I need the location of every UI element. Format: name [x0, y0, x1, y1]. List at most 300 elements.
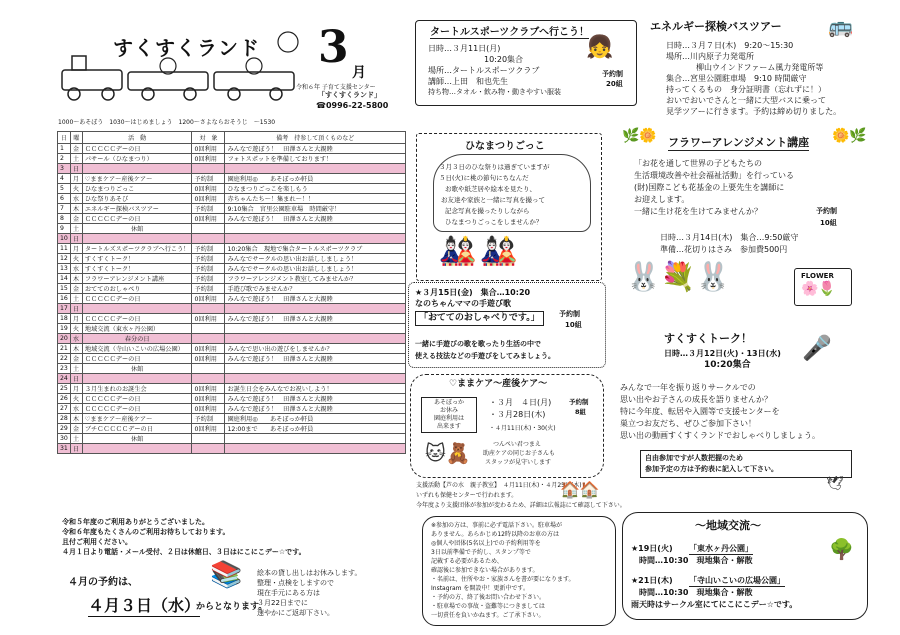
weekday-cell: 土	[70, 434, 82, 444]
talk-notice-2: 参加予定の方は予約表に記入して下さい。	[645, 465, 778, 473]
target-cell: 0回利用	[192, 384, 225, 394]
notes-line: Instagram を開設中！更新中です。	[431, 585, 529, 592]
talk-section	[616, 330, 876, 500]
day-cell: 2	[58, 154, 71, 164]
energy-line-2: 場所…川内原子力発電所	[666, 52, 754, 61]
mama-date-3: ・４月11日(木)・30(火)	[489, 425, 556, 432]
activity-cell	[82, 304, 192, 314]
table-row	[58, 224, 406, 234]
table-row	[58, 144, 406, 154]
target-cell	[192, 304, 225, 314]
turtle-line-5: 持ち物…タオル・飲み物・動きやすい服装	[428, 88, 561, 96]
activity-cell: 休館	[82, 364, 192, 374]
mama-closed-note	[421, 397, 477, 433]
support-line-3: 今年度より支援団体が参加が変わるため、詳細は広報誌にて確認して下さい。	[416, 502, 626, 509]
target-cell	[192, 374, 225, 384]
table-row	[58, 414, 406, 424]
chiiki-e2-note: 雨天時はサークル室にてにこにこデー☆です。	[631, 600, 798, 609]
table-row	[58, 424, 406, 434]
target-cell: 0回利用	[192, 184, 225, 194]
book-note-line-3: 現在手元にある方は	[257, 589, 320, 597]
center-name: 「すくすくランド」	[318, 91, 381, 99]
weekday-cell: 土	[70, 294, 82, 304]
note-cell: みんなでサークルの思い出お話ししましょう！	[225, 254, 406, 264]
chiiki-e2-date: ★21日(木)	[631, 576, 673, 585]
day-cell: 30	[58, 434, 71, 444]
activity-cell: ＣＣＣＣＣデーの日	[82, 214, 192, 224]
table-row	[58, 214, 406, 224]
energy-line-5: 持ってくるもの 身分証明書（忘れずに！）	[666, 85, 826, 94]
table-row	[58, 364, 406, 374]
target-cell	[192, 364, 225, 374]
note-cell: みんなで遊ぼう！ 田澤さんと大親睦	[225, 354, 406, 364]
talk-line-2: 思い出やお子さんの成長を語りませんか？	[620, 395, 772, 404]
flower-border-right-icon: 🌼🌿	[832, 128, 867, 144]
activity-cell	[82, 234, 192, 244]
target-cell: 0回利用	[192, 354, 225, 364]
note-cell: 12:00まで あそぼっか軒員	[225, 424, 406, 434]
hina-dolls-icon: 🎎🎎	[439, 234, 522, 269]
notes-line: 3日以前準備で予約し、スタンプ等で	[431, 549, 531, 556]
chiiki-e1-place: 「東水ヶ丹公園」	[689, 544, 753, 553]
target-cell	[192, 444, 225, 454]
houses-icon: 🏠🏠	[560, 480, 600, 499]
hina-line-4: お友達や家族と一緒に写真を撮って	[441, 196, 545, 204]
day-cell: 17	[58, 304, 71, 314]
weekday-cell: 月	[70, 174, 82, 184]
weekday-cell: 土	[70, 154, 82, 164]
next-reserve-label: ４月の予約は、	[68, 577, 138, 588]
talk-date: 日時…３月12日(火)・13日(水)	[664, 349, 781, 358]
day-cell: 21	[58, 344, 71, 354]
note-cell: 手遊び歌でみませんか？	[225, 284, 406, 294]
hina-line-5: 記念写真を撮ったりしながら	[445, 207, 530, 215]
flower-date: 日時…３月14日(木) 集合…9:50厳守	[660, 233, 799, 242]
target-cell	[192, 324, 225, 334]
day-cell: 1	[58, 144, 71, 154]
weekday-cell: 金	[70, 284, 82, 294]
activity-cell: ♡ままケア～産後ケア～	[82, 174, 192, 184]
header-subtitle: 令和６年 子育て支援センター	[296, 84, 376, 91]
table-row	[58, 384, 406, 394]
talk-notice-box	[640, 450, 852, 478]
energy-tour-section	[650, 14, 870, 122]
talk-notice-1: 自由参加ですが人数把握のため	[645, 454, 743, 462]
flower-badge-count: 10組	[820, 219, 837, 227]
oteteno-line-2: 使える技法などの手遊びをしてみましょう。	[415, 352, 555, 360]
logo-title: すくすくランド	[113, 36, 260, 60]
day-cell: 29	[58, 424, 71, 434]
day-cell: 27	[58, 404, 71, 414]
notes-line: ・駐車場での事故・盗難等につきましては	[431, 603, 545, 610]
book-note-line-4: ３月22日までに	[257, 599, 308, 607]
talk-line-5: 思い出の動画すくすくランドでおしゃべりしましょう。	[620, 431, 820, 440]
day-cell: 15	[58, 284, 71, 294]
phone-number: ☎0996-22-5800	[316, 101, 389, 110]
day-cell: 26	[58, 394, 71, 404]
mama-foot-3: スタッフが見守いします	[485, 459, 552, 466]
train-illustration-icon	[58, 22, 308, 106]
mama-date-2: ・３月28日(木)	[489, 410, 546, 419]
activity-cell: 休館	[82, 434, 192, 444]
next-reserve-suffix: からとなります。	[196, 602, 268, 612]
mama-title: ♡ままケア～産後ケア～	[449, 379, 548, 389]
flower-prep: 準備…花切りはさみ 参加費500円	[660, 245, 788, 254]
col-weekday: 曜	[70, 132, 82, 144]
activity-cell: ＣＣＣＣＣデーの日	[82, 404, 192, 414]
target-cell: 0回利用	[192, 144, 225, 154]
note-cell: 9:10集合 宮里公園駐車場 時間厳守！	[225, 204, 406, 214]
table-row	[58, 394, 406, 404]
activity-cell: 春分の日	[82, 334, 192, 344]
weekday-cell: 水	[70, 404, 82, 414]
activity-cell: ＣＣＣＣＣデーの日	[82, 314, 192, 324]
activity-cell: ♡ままケア～産後ケア～	[82, 414, 192, 424]
table-row	[58, 354, 406, 364]
target-cell: 0回利用	[192, 194, 225, 204]
weekday-cell: 水	[70, 194, 82, 204]
target-cell: 予約制	[192, 284, 225, 294]
table-row	[58, 184, 406, 194]
mama-badge-count: 8組	[575, 408, 587, 416]
weekday-cell: 月	[70, 244, 82, 254]
activity-cell: エネルギー探検バスツアー	[82, 204, 192, 214]
weekday-cell: 水	[70, 264, 82, 274]
note-cell	[225, 364, 406, 374]
support-line-1: 支援活動【芦の水 親子教室】 ４月11日(木)・４月25日(木)	[416, 482, 582, 489]
mama-badge: 予約制	[569, 398, 589, 406]
oteteno-title: 「おててのおしゃべりです。」	[415, 311, 544, 326]
flower-line-2: 生活環境改善や社会福祉活動」を行っている	[634, 171, 794, 180]
notes-box	[422, 516, 616, 626]
notes-line: ※参加の方は、事前に必ず電話下さい。駐車場が	[431, 522, 563, 529]
target-cell	[192, 224, 225, 234]
note-cell: フラワーアレンジメント教室してみませんか？	[225, 274, 406, 284]
weekday-cell: 金	[70, 214, 82, 224]
mama-left-2: お休み	[439, 407, 458, 414]
oteteno-lead: なのちゃんママの手遊び歌	[415, 299, 511, 308]
weekday-cell: 火	[70, 394, 82, 404]
note-cell: みんなで遊ぼう！ 田澤さんと大親睦	[225, 294, 406, 304]
note-cell: ひなまつりごっこを楽しもう	[225, 184, 406, 194]
day-cell: 13	[58, 264, 71, 274]
day-cell: 11	[58, 244, 71, 254]
talk-line-1: みんなで一年を振り返りサークルでの	[620, 383, 756, 392]
hina-line-2: ５日(火)に桃の節句にちなんだ	[439, 174, 529, 182]
oteteno-date: ★３月15日(金) 集合…10:20	[415, 288, 531, 297]
weekday-cell: 土	[70, 224, 82, 234]
activity-cell: ＣＣＣＣＣデーの日	[82, 144, 192, 154]
target-cell	[192, 334, 225, 344]
weekday-cell: 木	[70, 274, 82, 284]
weekday-cell: 金	[70, 354, 82, 364]
target-cell	[192, 164, 225, 174]
flower-section	[622, 128, 874, 322]
target-cell: 0回利用	[192, 294, 225, 304]
table-row	[58, 444, 406, 454]
activity-cell: 休館	[82, 224, 192, 234]
activity-cell: 地域交流（東水ヶ丹公園）	[82, 324, 192, 334]
day-cell: 6	[58, 194, 71, 204]
table-row	[58, 154, 406, 164]
day-cell: 16	[58, 294, 71, 304]
notes-line: 確認後に参加できない場合があります。	[431, 567, 539, 574]
day-cell: 18	[58, 314, 71, 324]
turtle-line-3: 場所…タートルスポーツクラブ	[428, 66, 540, 75]
note-cell: みんなで思い出の遊びをしませんか？	[225, 344, 406, 354]
note-cell	[225, 444, 406, 454]
target-cell: 0回利用	[192, 314, 225, 324]
activity-cell: すくすくトーク！	[82, 264, 192, 274]
target-cell: 0回利用	[192, 394, 225, 404]
energy-line-7: 見学ツアーに行きます。予約は締め切りました。	[666, 107, 842, 116]
mama-left-4: 出来ます	[436, 423, 461, 430]
oteteno-line-1: 一緒に手遊びの歌を歌ったり生活の中で	[415, 340, 541, 348]
turtle-title: タートルスポーツクラブへ行こう！	[430, 23, 589, 39]
energy-line-6: おいでおいでさんと一緒に大型バスに乗って	[666, 96, 826, 105]
turtle-line-1: 日時…３月11日(月)	[428, 44, 501, 53]
activity-cell	[82, 374, 192, 384]
note-cell: みんなで遊ぼう！ 田澤さんと大親睦	[225, 404, 406, 414]
day-cell: 8	[58, 214, 71, 224]
notes-line: ありません。あらかじめ12時以降のお車の方は	[431, 531, 559, 538]
book-note-line-1: 絵本の貸し出しはお休みします。	[257, 569, 362, 577]
weekday-cell: 土	[70, 364, 82, 374]
mama-care-box	[410, 374, 604, 478]
weekday-cell: 日	[70, 304, 82, 314]
mama-left-1: あそぼっか	[433, 399, 464, 406]
schedule-table	[57, 131, 406, 454]
energy-line-4: 集合…宮里公園駐車場 9:10 時間厳守	[666, 74, 807, 83]
target-cell	[192, 434, 225, 444]
month-number: 3	[318, 22, 349, 73]
energy-line-3: 柳山ウインドファーム風力発電所等	[696, 63, 824, 72]
day-cell: 12	[58, 254, 71, 264]
talk-line-3: 特に今年度、転居や入園等で支援センターを	[620, 407, 780, 416]
weekday-cell: 日	[70, 374, 82, 384]
weekday-cell: 木	[70, 204, 82, 214]
table-row	[58, 194, 406, 204]
target-cell: 予約制	[192, 414, 225, 424]
flower-line-5: 一緒に生け花を生けてみませんか？	[634, 207, 762, 216]
table-row	[58, 174, 406, 184]
note-cell	[225, 234, 406, 244]
support-line-2: いずれも保健センターで行われます。	[416, 492, 518, 499]
thanks-line-3: 且付ご利用ください。	[62, 538, 132, 546]
table-row	[58, 314, 406, 324]
activity-cell: ブチＣＣＣＣＣデーの日	[82, 424, 192, 434]
day-cell: 19	[58, 324, 71, 334]
talk-time: 10:20集合	[704, 360, 751, 370]
oteteno-box	[408, 282, 606, 368]
note-cell	[225, 324, 406, 334]
chiiki-e1-time: 時間…10:30 現地集合・解散	[639, 556, 753, 565]
activity-cell: おててのおしゃべり	[82, 284, 192, 294]
note-cell: みんなで遊ぼう！ 田澤さんと大親睦	[225, 214, 406, 224]
day-cell: 10	[58, 234, 71, 244]
activity-cell: ひな祭りあそび	[82, 194, 192, 204]
col-activity: 活 動	[82, 132, 192, 144]
flower-line-3: (財)国際こども花基金の上要先生を講師に	[634, 183, 785, 192]
note-cell	[225, 304, 406, 314]
table-row	[58, 264, 406, 274]
target-cell: 予約制	[192, 174, 225, 184]
table-row	[58, 284, 406, 294]
day-cell: 22	[58, 354, 71, 364]
activity-cell: ＣＣＣＣＣデーの日	[82, 294, 192, 304]
table-row	[58, 404, 406, 414]
weekday-cell: 月	[70, 384, 82, 394]
table-row	[58, 164, 406, 174]
oteteno-badge-count: 10組	[565, 321, 582, 329]
table-row	[58, 324, 406, 334]
bird-icon: 🕊	[826, 476, 844, 492]
note-cell	[225, 164, 406, 174]
chiiki-e2-place: 「寺山いこいの広場公園」	[689, 576, 785, 585]
flower-title: フラワーアレンジメント講座	[668, 136, 810, 149]
mama-foot-1: つんぺい君つまえ	[493, 441, 541, 448]
chiiki-e2-time: 時間…10:30 現地集合・解散	[639, 588, 753, 597]
table-row	[58, 234, 406, 244]
weekday-cell: 日	[70, 164, 82, 174]
turtle-line-2: 10:20集合	[484, 55, 524, 64]
table-row	[58, 374, 406, 384]
activity-cell: ＣＣＣＣＣデーの日	[82, 354, 192, 364]
day-cell: 3	[58, 164, 71, 174]
weekday-cell: 木	[70, 344, 82, 354]
col-target: 対 象	[192, 132, 225, 144]
mama-date-1: ・３月 ４日(月)	[489, 398, 552, 407]
logo-block	[58, 22, 308, 104]
activity-cell	[82, 444, 192, 454]
bus-icon: 🚌	[828, 14, 853, 38]
activity-cell: 地域交流（寺山いこいの広場公園）	[82, 344, 192, 354]
hours-line: 1000～あそぼう 1030～はじめましょう 1200～さよならおそうじ ～1530	[58, 119, 276, 126]
day-cell: 28	[58, 414, 71, 424]
flower-badge: 予約制	[816, 207, 837, 215]
weekday-cell: 水	[70, 334, 82, 344]
note-cell: 10:20集合 現地で集合タートルスポーツクラブ	[225, 244, 406, 254]
chiiki-e1-date: ★19日(火)	[631, 544, 673, 553]
flower-cart-sign: FLOWER	[801, 272, 834, 280]
activity-cell: タートルズスポーツクラブへ行こう！	[82, 244, 192, 254]
bunnies-icon: 🐰💐🐰	[626, 260, 731, 293]
bottom-left-text	[62, 517, 306, 557]
thanks-line-2: 令和６年度もたくさんのご利用お待ちしております。	[62, 528, 230, 536]
notes-line: 記載する必要があるため、	[431, 558, 503, 565]
note-cell: お誕生日会をみんなでお祝いしよう！	[225, 384, 406, 394]
table-row	[58, 334, 406, 344]
target-cell: 予約制	[192, 204, 225, 214]
table-row	[58, 304, 406, 314]
flower-line-1: 「お花を通して世界の子どもたちの	[634, 159, 762, 168]
target-cell: 0回利用	[192, 424, 225, 434]
target-cell: 予約制	[192, 264, 225, 274]
tree-icon: 🌳	[829, 537, 854, 561]
megaphone-icon: 🎤	[802, 334, 832, 362]
hina-line-6: ひなまつりごっこをしませんか？	[445, 218, 543, 226]
table-row	[58, 344, 406, 354]
notes-line: ・予約の方、終了後お問い合わせ下さい。	[431, 594, 546, 601]
cart-flowers-icon: 🌸🌷	[801, 281, 836, 297]
book-return-note	[257, 568, 361, 618]
flower-border-icon: 🌿🌼	[622, 128, 657, 144]
col-note: 備考 持参して頂くものなど	[225, 132, 406, 144]
day-cell: 5	[58, 184, 71, 194]
table-row	[58, 244, 406, 254]
target-cell: 0回利用	[192, 404, 225, 414]
next-reserve-date: ４月３日（水）	[88, 596, 201, 615]
note-cell	[225, 224, 406, 234]
weekday-cell: 日	[70, 234, 82, 244]
target-cell: 0回利用	[192, 154, 225, 164]
target-cell: 予約制	[192, 244, 225, 254]
flower-cart	[794, 268, 852, 306]
day-cell: 9	[58, 224, 71, 234]
activity-cell: パサール（ひなまつり）	[82, 154, 192, 164]
table-row	[58, 274, 406, 284]
hina-line-1: ３月３日のひな祭りは過ぎていますが	[439, 163, 550, 171]
mama-foot-2: 助産ケアの同じお子さんも	[483, 450, 556, 457]
weekday-cell: 日	[70, 444, 82, 454]
table-row	[58, 434, 406, 444]
hina-title: ひなまつりごっこ	[465, 141, 545, 152]
notes-line: 一切責任を負いかねます。ご了承下さい。	[431, 612, 545, 619]
weekday-cell: 火	[70, 184, 82, 194]
activity-cell	[82, 164, 192, 174]
target-cell: 予約制	[192, 254, 225, 264]
note-cell: みんなで遊ぼう！ 田澤さんと大親睦	[225, 144, 406, 154]
note-cell	[225, 434, 406, 444]
energy-title: エネルギー探検バスツアー	[650, 20, 782, 33]
talk-title: すくすくトーク！	[664, 332, 752, 345]
notes-text	[431, 521, 575, 620]
turtle-line-4: 講師…上田 和也先生	[428, 77, 508, 86]
day-cell: 23	[58, 364, 71, 374]
notes-line: ・名前は、住所やお・家族さんを書が要になります。	[431, 576, 575, 583]
book-note-line-2: 整理・点検をしますので	[257, 579, 334, 587]
cat-bear-icon: 🐱🧸	[425, 441, 471, 465]
month-suffix: 月	[352, 65, 366, 81]
note-cell: 園庭利用◎ あそぼっか軒員	[225, 174, 406, 184]
table-row	[58, 294, 406, 304]
turtle-sports-box	[415, 20, 637, 106]
note-cell: みんなでサークルの思い出お話ししましょう！	[225, 264, 406, 274]
note-cell: みんなで遊ぼう！ 田澤さんと大親睦	[225, 394, 406, 404]
activity-cell: すくすくトーク！	[82, 254, 192, 264]
weekday-cell: 月	[70, 314, 82, 324]
weekday-cell: 金	[70, 424, 82, 434]
activity-cell: ＣＣＣＣＣデーの日	[82, 394, 192, 404]
day-cell: 7	[58, 204, 71, 214]
day-cell: 14	[58, 274, 71, 284]
mama-left-3: 園庭利用は	[433, 415, 464, 422]
turtle-badge: 予約制	[602, 70, 623, 78]
activity-cell: ３月生まれのお誕生会	[82, 384, 192, 394]
chiiki-box	[622, 512, 868, 620]
note-cell: 園庭利用◎ あそぼっか軒員	[225, 414, 406, 424]
note-cell: 赤ちゃんたち～！集まれ～！！	[225, 194, 406, 204]
day-cell: 4	[58, 174, 71, 184]
flower-line-4: お迎えします。	[634, 195, 690, 204]
talk-line-4: 巣立つお友だち、ぜひご参加下さい！	[620, 419, 756, 428]
table-header-row	[58, 132, 406, 144]
target-cell: 0回利用	[192, 344, 225, 354]
energy-line-1: 日時…３月７日(木) 9:20～15:30	[666, 41, 794, 50]
thanks-line-4: ４月１日より電話・メール受付、２日は休館日、３日はにこにこデー☆です。	[62, 548, 306, 556]
weekday-cell: 火	[70, 324, 82, 334]
target-cell: 0回利用	[192, 214, 225, 224]
